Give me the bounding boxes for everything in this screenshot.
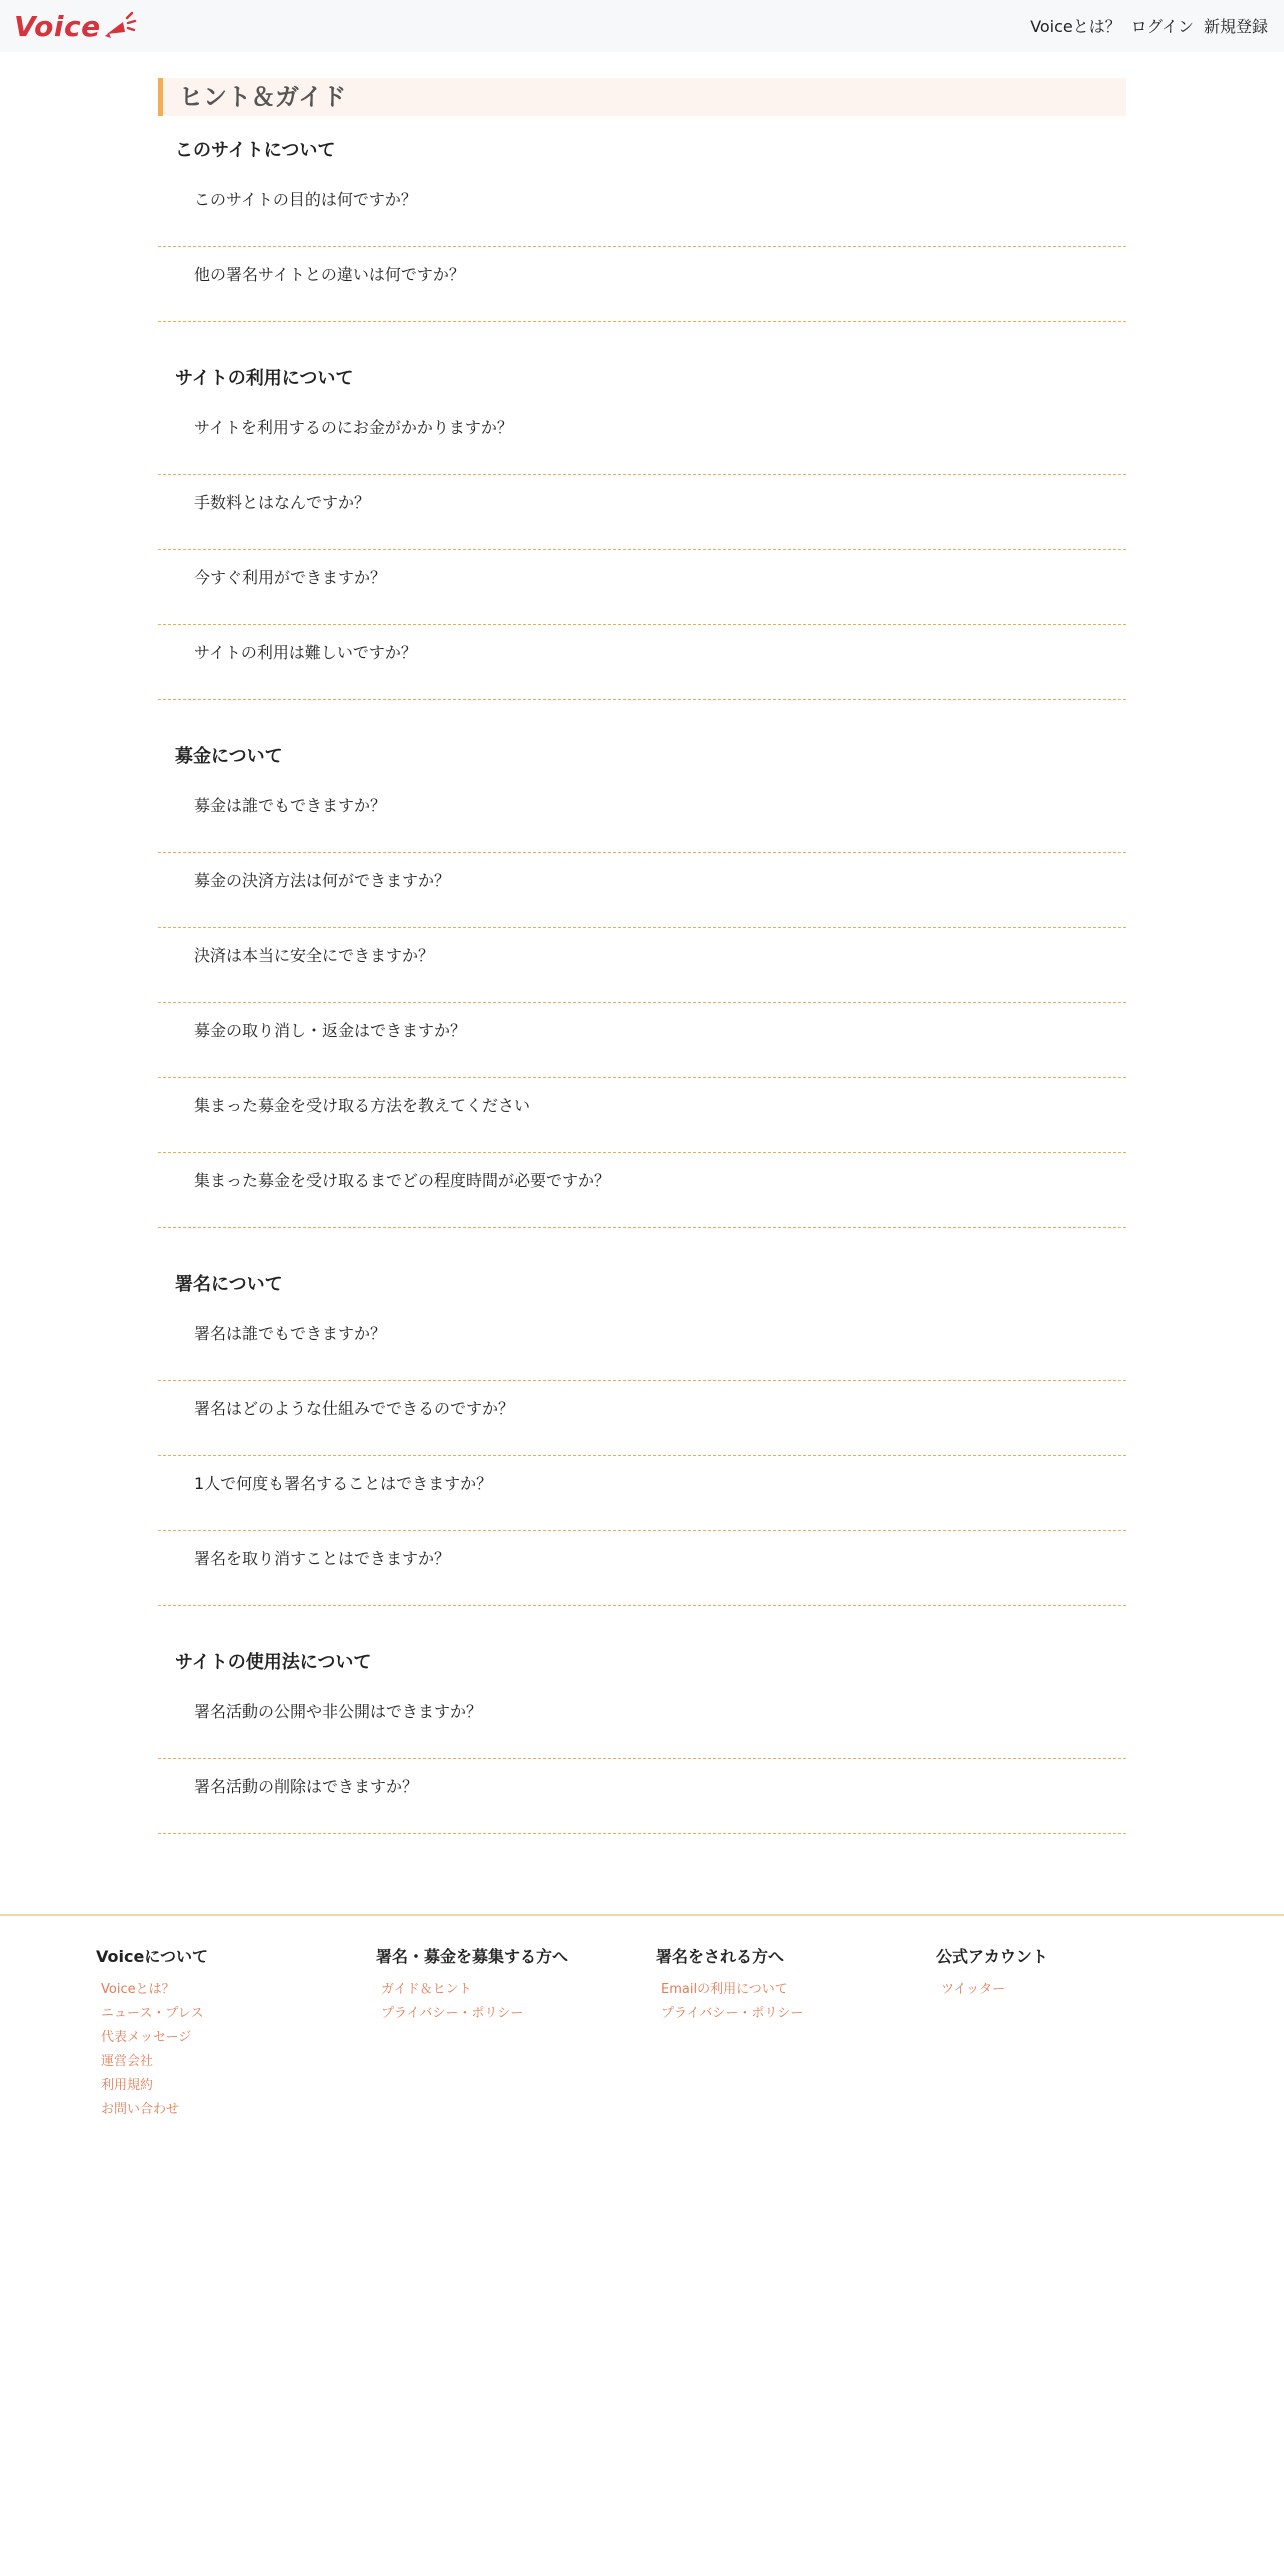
faq-item[interactable]: このサイトの目的は何ですか？ (158, 172, 1126, 247)
faq-item[interactable]: サイトの利用は難しいですか？ (158, 625, 1126, 700)
footer-col-organizers (376, 1946, 636, 2026)
megaphone-icon (103, 10, 137, 42)
footer-col-title: 署名・募金を募集する方へ (376, 1947, 569, 1966)
faq-item[interactable]: 集まった募金を受け取るまでどの程度時間が必要ですか？ (158, 1153, 1126, 1228)
faq-item[interactable]: 募金の決済方法は何ができますか？ (158, 853, 1126, 928)
footer-col-signers (656, 1946, 916, 2026)
footer (0, 1914, 1284, 2146)
faq-item[interactable]: サイトを利用するのにお金がかかりますか？ (158, 400, 1126, 475)
section-site-usage (158, 366, 1126, 700)
footer-col-about (96, 1946, 356, 2122)
footer-link[interactable]: プライバシー・ポリシー (661, 2006, 804, 2021)
footer-link[interactable]: Emailの利用について (661, 1982, 788, 1997)
faq-item[interactable]: 1人で何度も署名することはできますか？ (158, 1456, 1126, 1531)
footer-link[interactable]: お問い合わせ (101, 2102, 180, 2117)
footer-link[interactable]: 運営会社 (101, 2054, 154, 2069)
footer-link[interactable]: 代表メッセージ (101, 2030, 192, 2045)
nav-login-link[interactable]: ログイン (1130, 17, 1194, 36)
footer-link[interactable]: ツイッター (941, 1982, 1006, 1997)
footer-col-title: 署名をされる方へ (656, 1947, 785, 1966)
logo[interactable] (14, 6, 137, 46)
section-signature (158, 1272, 1126, 1606)
faq-item[interactable]: 今すぐ利用ができますか？ (158, 550, 1126, 625)
footer-col-official (936, 1946, 1196, 2002)
footer-link[interactable]: ガイド＆ヒント (381, 1982, 472, 1997)
section-about-site (158, 138, 1126, 322)
footer-link[interactable]: Voiceとは？ (101, 1982, 175, 1997)
logo-text: Voice (14, 9, 101, 43)
section-title: 署名について (175, 1274, 283, 1295)
section-title: 募金について (175, 746, 283, 767)
header (0, 0, 1284, 52)
faq-item[interactable]: 集まった募金を受け取る方法を教えてください (158, 1078, 1126, 1153)
footer-col-title: Voiceについて (96, 1947, 209, 1966)
nav-signup-link[interactable]: 新規登録 (1203, 17, 1268, 36)
section-title: サイトの使用法について (175, 1652, 372, 1673)
faq-item[interactable]: 他の署名サイトとの違いは何ですか？ (158, 247, 1126, 322)
main-content (158, 78, 1126, 1834)
faq-item[interactable]: 署名はどのような仕組みでできるのですか？ (158, 1381, 1126, 1456)
section-title: このサイトについて (175, 140, 336, 161)
faq-item[interactable]: 署名活動の削除はできますか？ (158, 1759, 1126, 1834)
footer-link[interactable]: プライバシー・ポリシー (381, 2006, 524, 2021)
faq-item[interactable]: 決済は本当に安全にできますか？ (158, 928, 1126, 1003)
faq-item[interactable]: 手数料とはなんですか？ (158, 475, 1126, 550)
faq-item[interactable]: 署名は誰でもできますか？ (158, 1306, 1126, 1381)
faq-item[interactable]: 署名活動の公開や非公開はできますか？ (158, 1684, 1126, 1759)
faq-item[interactable]: 募金の取り消し・返金はできますか？ (158, 1003, 1126, 1078)
footer-col-title: 公式アカウント (936, 1947, 1048, 1966)
page-title: ヒント＆ガイド (158, 78, 1126, 116)
section-donation (158, 744, 1126, 1228)
header-nav (1030, 14, 1268, 37)
faq-item[interactable]: 募金は誰でもできますか？ (158, 778, 1126, 853)
section-how-to-use (158, 1650, 1126, 1834)
nav-about-link[interactable]: Voiceとは？ (1030, 17, 1121, 36)
faq-item[interactable]: 署名を取り消すことはできますか？ (158, 1531, 1126, 1606)
footer-link[interactable]: ニュース・プレス (101, 2006, 204, 2021)
footer-link[interactable]: 利用規約 (101, 2078, 154, 2093)
section-title: サイトの利用について (175, 368, 354, 389)
